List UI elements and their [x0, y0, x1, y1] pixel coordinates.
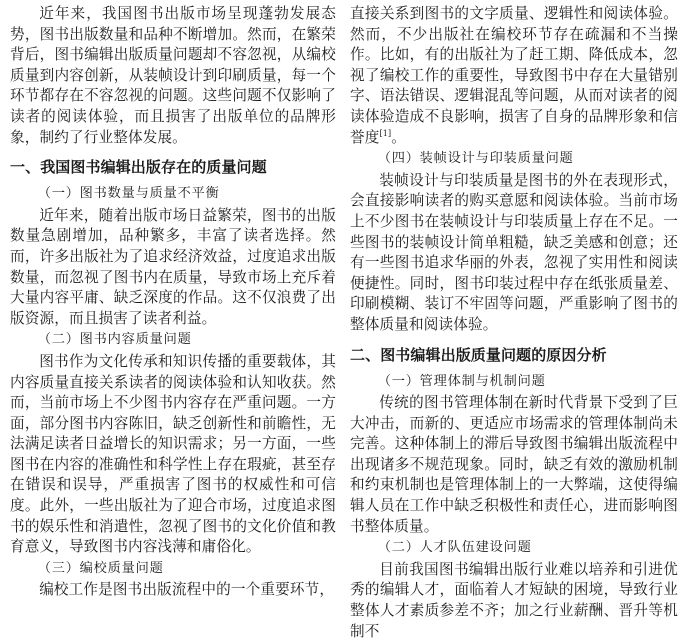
subheading-editing-quality: （三）编校质量问题	[37, 560, 164, 576]
editing-quality-text: 直接关系到图书的文字质量、逻辑性和阅读体验。然而，不少出版社在编校环节存在疏漏和不当操作。比如，有的出版社为了赶工期、降低成本，忽视了编校工作的重要性，导致图书中存在大量错别字、语法错误、逻辑混乱等问题，从而对读者的阅读体验造成不良影响，损害了自身的品牌形象和信誉度	[350, 5, 678, 146]
subheading-management-system: （一）管理体制与机制问题	[377, 373, 546, 389]
paragraph-content-quality: 图书作为文化传承和知识传播的重要载体，其内容质量直接关系读者的阅读体验和认知收获。然而，当前市场上不少图书内容存在严重问题。一方面，部分图书内容陈旧，缺乏创新性和前瞻性，无法满足读者日益增长的知识需求；另一方面，一些图书在内容的准确性和科学性上存在瑕疵，甚至存在错误和误导，严重损害了图书的权威性和可信度。此外，一些出版社为了迎合市场，过度追求图书的娱乐性和消遣性，忽视了图书的文化价值和教育意义，导致图书内容浅薄和庸俗化。	[10, 352, 336, 556]
intro-paragraph: 近年来，我国图书出版市场呈现蓬勃发展态势，图书出版数量和品种不断增加。然而，在繁荣背后，图书编辑出版质量问题却不容忽视，从编校质量到内容创新，从装帧设计到印刷质量，每一个环节都存在不容忽视的问题。这些问题不仅影响了读者的阅读体验，而且损害了出版单位的品牌形象，制约了行业整体发展。	[10, 5, 336, 146]
paragraph-binding-printing: 装帧设计与印装质量是图书的外在表现形式，会直接影响读者的购买意愿和阅读体验。当前市场上不少图书在装帧设计与印装质量上存在不足。一些图书的装帧设计简单粗糙，缺乏美感和创意；还有一些图书追求华丽的外表，忽视了实用性和阅读便捷性。同时，图书印装过程中存在纸张质量差、印刷模糊、装订不牢固等问题，严重影响了图书的整体质量和阅读体验。	[350, 171, 678, 333]
editing-quality-end: 。	[391, 128, 407, 146]
paragraph-management-system: 传统的图书管理体制在新时代背景下受到了巨大冲击，而新的、更适应市场需求的管理体制尚未完善。这种体制上的滞后导致图书编辑出版流程中出现诸多不规范现象。同时，缺乏有效的激励机制和约束机制也是管理体制上的一大弊端，这使得编辑人员在工作中缺乏积极性和责任心，进而影响图书整体质量。	[350, 394, 678, 535]
citation-marker: [1]	[379, 128, 392, 138]
paragraph-editing-quality-start: 编校工作是图书出版流程中的一个重要环节，	[39, 581, 335, 599]
left-column	[10, 4, 336, 601]
subheading-binding-printing: （四）装帧设计与印装质量问题	[377, 151, 574, 167]
subheading-talent-building: （二）人才队伍建设问题	[377, 540, 532, 556]
paragraph-quantity-vs-quality: 近年来，随着出版市场日益繁荣，图书的出版数量急剧增加，品种繁多，丰富了读者选择。然而，许多出版社为了追求经济效益，过度追求出版数量，而忽视了图书内在质量，导致市场上充斥着大量内容平庸、缺乏深度的作品。这不仅浪费了出版资源，而且损害了读者利益。	[10, 206, 336, 327]
paragraph-talent-building: 目前我国图书编辑出版行业难以培养和引进优秀的编辑人才，面临着人才短缺的困境，导致行业整体人才素质参差不齐；加之行业薪酬、晋升等机制不	[350, 560, 678, 640]
right-column	[350, 4, 678, 642]
paragraph-editing-quality-cont	[350, 4, 678, 148]
subheading-quantity-vs-quality: （一）图书数量与质量不平衡	[37, 186, 220, 202]
section-heading-quality-problems: 一、我国图书编辑出版存在的质量问题	[10, 158, 267, 177]
section-heading-cause-analysis: 二、图书编辑出版质量问题的原因分析	[350, 345, 607, 364]
subheading-content-quality: （二）图书内容质量问题	[37, 332, 192, 348]
